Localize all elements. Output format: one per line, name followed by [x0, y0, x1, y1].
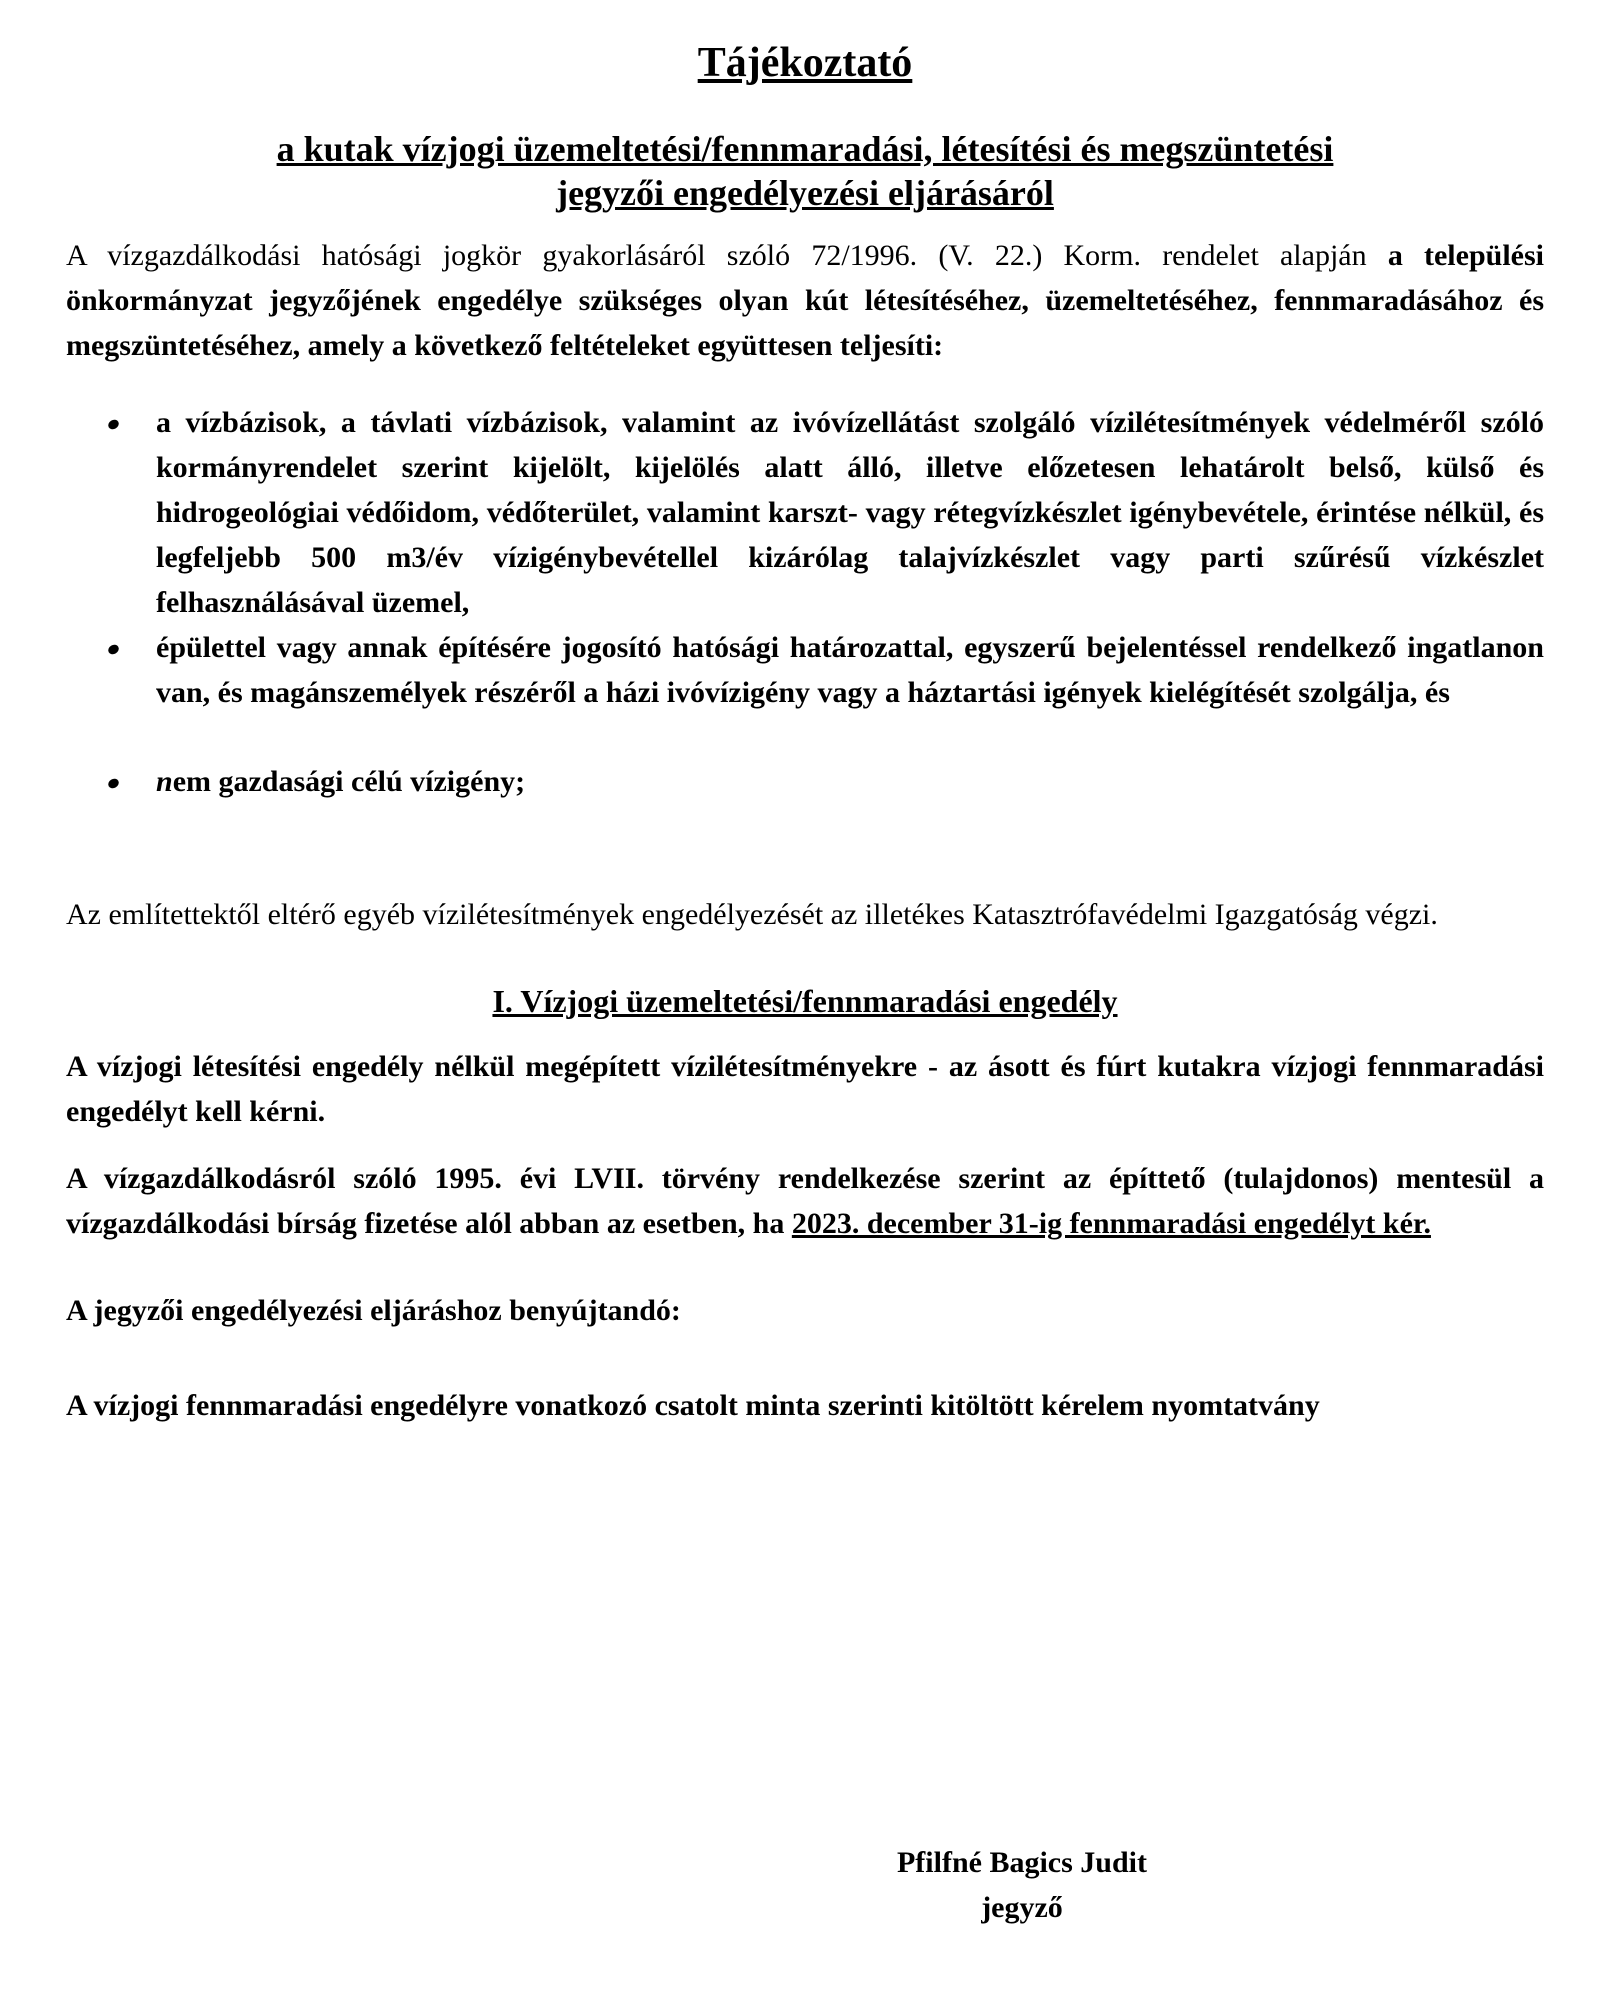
subtitle-line-2: jegyzői engedélyezési eljárásáról	[556, 172, 1054, 213]
document-title: Tájékoztató	[697, 40, 913, 86]
subtitle-line-1: a kutak vízjogi üzemeltetési/fennmaradási, létesítési és megszüntetési	[276, 129, 1334, 170]
bullet-icon	[106, 418, 120, 431]
document-page	[66, 38, 1544, 1428]
bullet-icon	[106, 643, 120, 656]
document-subtitle	[66, 128, 1544, 214]
intro-paragraph	[66, 233, 1544, 368]
law-paragraph	[66, 1156, 1544, 1246]
condition-item-2	[66, 625, 1544, 715]
section-heading: I. Vízjogi üzemeltetési/fennmaradási engedély	[492, 982, 1118, 1019]
permit-paragraph: A vízjogi létesítési engedély nélkül megépített vízilétesítményekre - az ásott és fúrt kutakra vízjogi fennmaradási engedélyt kell kérni.	[66, 1050, 1544, 1129]
law-text: A vízgazdálkodásról szóló 1995. évi LVII. törvény rendelkezése szerint az építtető (tulajdonos) mentesül a vízgazdálkodási bírság fizetése alól abban az esetben, ha	[66, 1162, 1544, 1241]
condition-text-2: épülettel vagy annak építésére jogosító hatósági határozattal, egyszerű bejelentéssel rendelkező ingatlanon van, és magánszemélyek részéről a házi ivóvízigény vagy a háztartási igények kielégítését szolgálja, és	[156, 630, 1544, 709]
condition-text-3: em gazdasági célú vízigény;	[172, 764, 526, 798]
signature-block	[832, 1840, 1212, 1930]
other-facilities-paragraph: Az említettektől eltérő egyéb vízilétesítmények engedélyezését az illetékes Katasztrófavédelmi Igazgatóság végzi.	[66, 897, 1438, 931]
bullet-icon	[106, 777, 120, 790]
intro-text: A vízgazdálkodási hatósági jogkör gyakorlásáról szóló 72/1996. (V. 22.) Korm. rendelet alapján	[66, 238, 1388, 272]
condition-item-3	[66, 759, 1544, 804]
intro-bold-text: a települési önkormányzat jegyzőjének engedélye szükséges olyan kút létesítéséhez, üzemeltetéséhez, fennmaradásához és megszüntetéséhez, amely a következő feltételeket együttesen teljesíti:	[66, 238, 1544, 362]
conditions-list	[66, 400, 1544, 804]
condition-text-3-initial: n	[156, 764, 173, 798]
signer-name: Pfilfné Bagics Judit	[896, 1846, 1147, 1879]
form-requirement: A vízjogi fennmaradási engedélyre vonatkozó csatolt minta szerinti kitöltött kérelem nyomtatvány	[66, 1389, 1320, 1423]
signer-role: jegyző	[981, 1891, 1063, 1924]
condition-item-1	[66, 400, 1544, 625]
submission-heading: A jegyzői engedélyezési eljáráshoz benyújtandó:	[66, 1294, 681, 1328]
deadline-text: 2023. december 31-ig fennmaradási engedélyt kér.	[791, 1207, 1431, 1241]
condition-text-1: a vízbázisok, a távlati vízbázisok, valamint az ivóvízellátást szolgáló vízilétesítmények védelméről szóló kormányrendelet szerint kijelölt, kijelölés alatt álló, illetve előzetesen lehatárolt belső, külső és hidrogeológiai védőidom, védőterület, valamint karszt- vagy rétegvízkészlet igénybevétele, érintése nélkül, és legfeljebb 500 m3/év vízigénybevétellel kizárólag talajvízkészlet vagy parti szűrésű vízkészlet felhasználásával üzemel,	[156, 405, 1544, 619]
